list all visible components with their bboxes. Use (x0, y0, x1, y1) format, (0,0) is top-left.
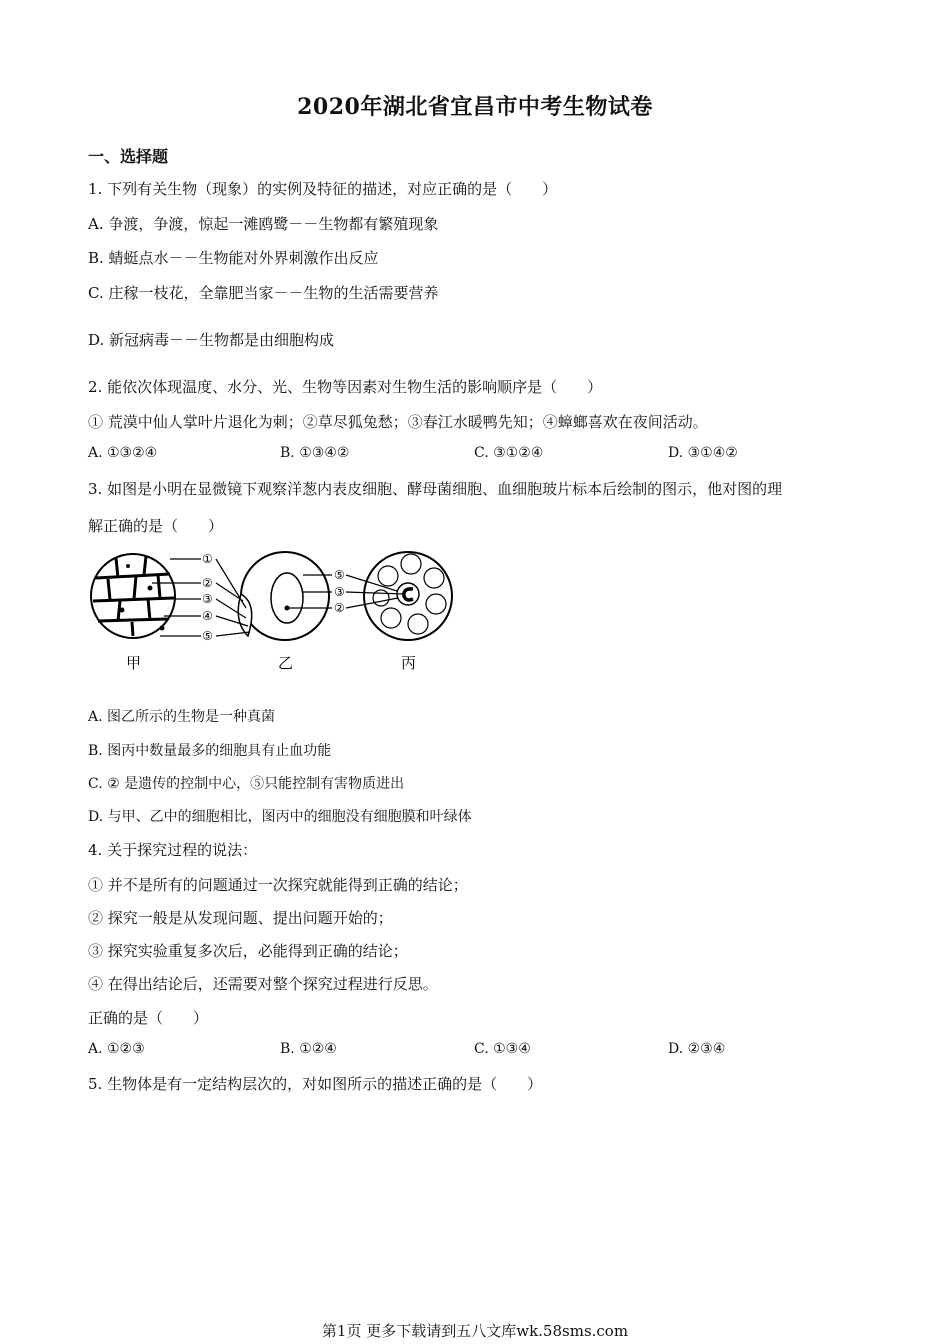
q3-stem-line1: 3. 如图是小明在显微镜下观察洋葱内表皮细胞、酵母菌细胞、血细胞玻片标本后绘制的图示，他对图的理 (88, 480, 783, 498)
q4-statement-2: ② 探究一般是从发现问题、提出问题开始的； (88, 909, 393, 927)
page-title: 2020年湖北省宜昌市中考生物试卷 (297, 94, 653, 120)
callout-1: ① (202, 552, 213, 566)
callout-4: ④ (202, 609, 213, 623)
q2-stem: 2. 能依次体现温度、水分、光、生物等因素对生物生活的影响顺序是（ ） (88, 378, 603, 396)
q4-stem: 4. 关于探究过程的说法： (88, 841, 258, 859)
q4-option-c: C. ①③④ (474, 1041, 531, 1057)
q5-stem: 5. 生物体是有一定结构层次的，对如图所示的描述正确的是（ ） (88, 1075, 543, 1093)
section-heading: 一、选择题 (88, 147, 169, 166)
q4-option-b: B. ①②④ (280, 1041, 337, 1057)
q4-option-d: D. ②③④ (668, 1041, 726, 1057)
callout-5-right: ⑤ (334, 568, 345, 582)
caption-bing: 丙 (401, 654, 417, 672)
q1-option-a: A. 争渡，争渡，惊起一滩鸥鹭－－生物都有繁殖现象 (88, 215, 439, 233)
q2-option-c: C. ③①②④ (474, 445, 544, 461)
callout-5: ⑤ (202, 629, 213, 643)
q4-option-a: A. ①②③ (88, 1041, 145, 1057)
caption-yi: 乙 (278, 654, 294, 672)
q3-option-d: D. 与甲、乙中的细胞相比，图丙中的细胞没有细胞膜和叶绿体 (88, 809, 472, 825)
q2-option-d: D. ③①④② (668, 445, 738, 461)
q2-description: ① 荒漠中仙人掌叶片退化为刺；②草尽狐兔愁；③春江水暖鸭先知；④蟑螂喜欢在夜间活动。 (88, 413, 708, 431)
q2-option-b: B. ①③④② (280, 445, 350, 461)
q4-statement-4: ④ 在得出结论后，还需要对整个探究过程进行反思。 (88, 975, 438, 993)
yeast-cell-diagram (216, 552, 332, 640)
q2-option-a: A. ①③②④ (88, 445, 158, 461)
callout-3-right: ③ (334, 585, 345, 599)
onion-cell-diagram (91, 554, 201, 638)
caption-jia: 甲 (126, 654, 142, 672)
q3-option-c: C. ② 是遗传的控制中心，⑤只能控制有害物质进出 (88, 776, 405, 792)
callout-3: ③ (202, 592, 213, 606)
page-footer: 第1页 更多下载请到五八文库wk.58sms.com (321, 1322, 629, 1340)
cell-figure (88, 546, 468, 676)
q4-statement-3: ③ 探究实验重复多次后，必能得到正确的结论； (88, 942, 408, 960)
q1-option-d: D. 新冠病毒－－生物都是由细胞构成 (88, 331, 335, 349)
q1-stem: 1. 下列有关生物（现象）的实例及特征的描述，对应正确的是（ ） (88, 180, 558, 198)
q3-option-b: B. 图丙中数量最多的细胞具有止血功能 (88, 743, 332, 759)
q1-option-b: B. 蜻蜓点水－－生物能对外界刺激作出反应 (88, 249, 379, 267)
figure-captions (126, 654, 416, 672)
callout-2: ② (202, 576, 213, 590)
q4-statement-1: ① 并不是所有的问题通过一次探究就能得到正确的结论； (88, 876, 468, 894)
q3-option-a: A. 图乙所示的生物是一种真菌 (88, 709, 276, 725)
right-callouts (334, 568, 345, 615)
blood-cell-diagram (346, 552, 452, 640)
callout-2-right: ② (334, 601, 345, 615)
q1-option-c: C. 庄稼一枝花，全靠肥当家－－生物的生活需要营养 (88, 284, 439, 302)
q3-stem-line2: 解正确的是（ ） (88, 517, 224, 535)
left-callouts (202, 552, 213, 643)
q4-ask: 正确的是（ ） (88, 1009, 209, 1027)
